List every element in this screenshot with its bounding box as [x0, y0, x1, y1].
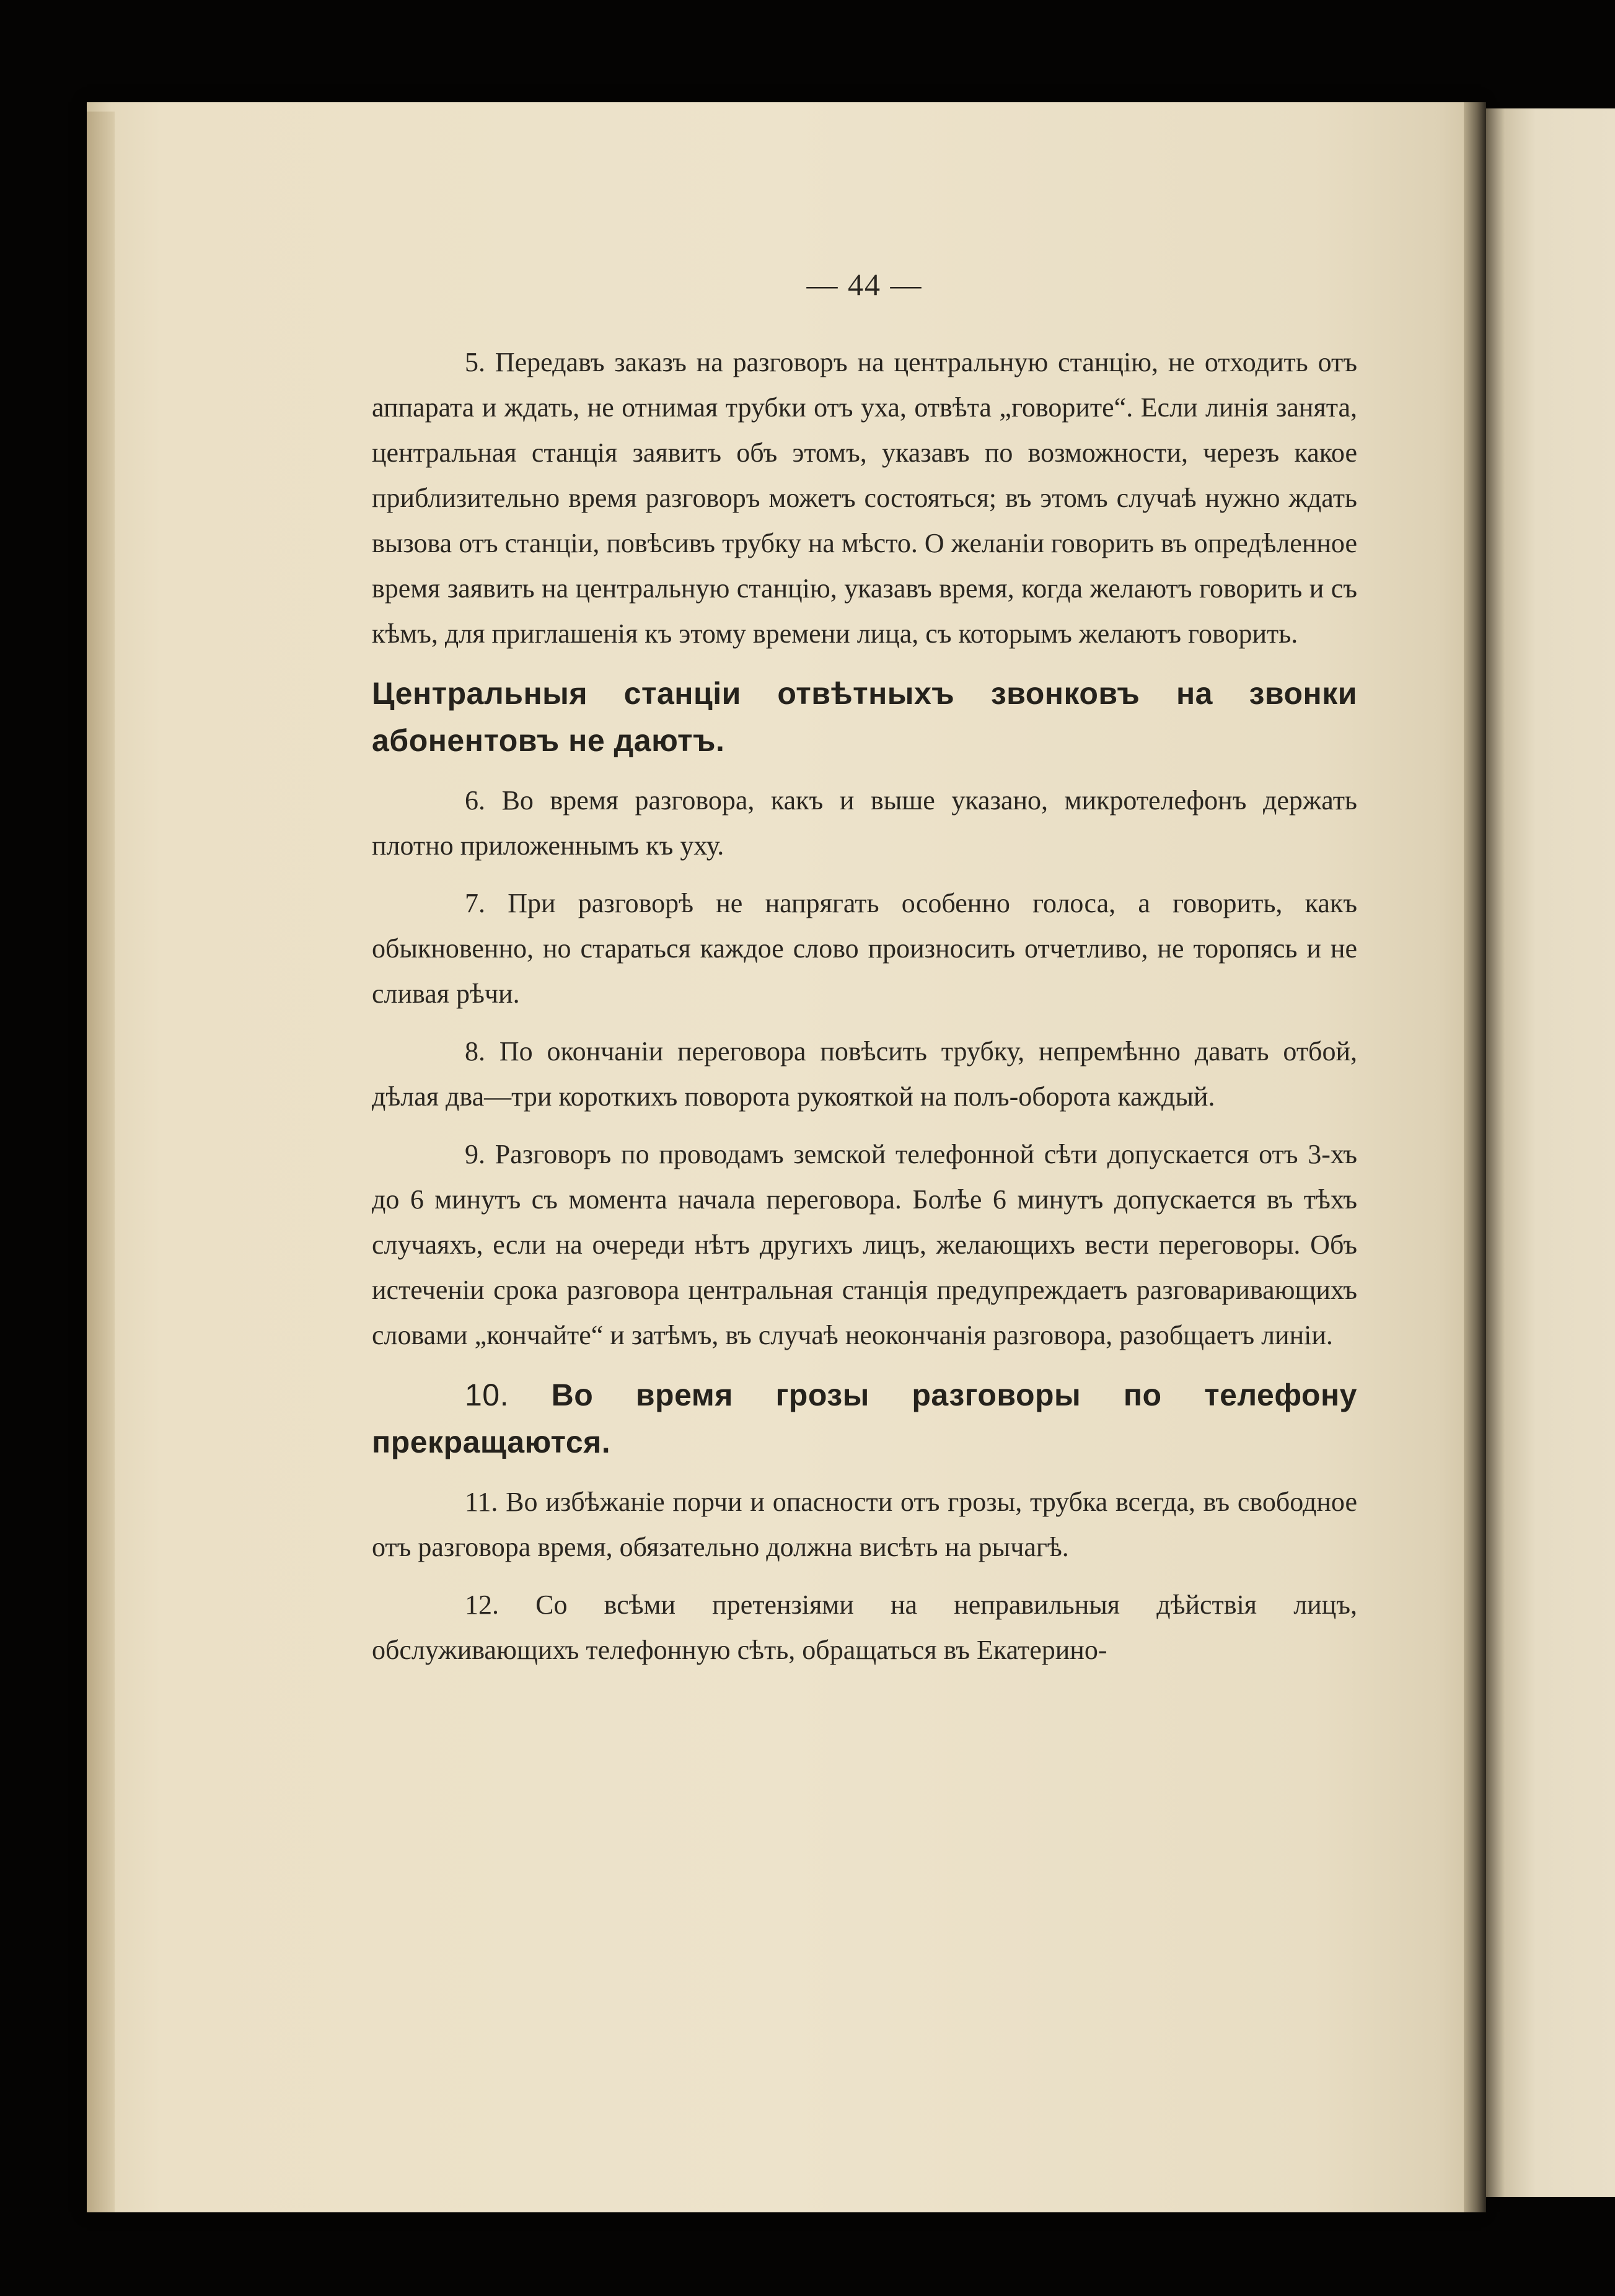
- heading-number: 10.: [465, 1378, 509, 1412]
- paragraph-6: 6. Во время разговора, какъ и выше указано, микротелефонъ держать плотно приложеннымъ къ уху.: [372, 785, 1357, 861]
- heading-no-return-calls: Центральныя станціи отвѣтныхъ звонковъ на звонки абонентовъ не даютъ.: [372, 676, 1357, 758]
- paragraph-8: 8. По окончаніи переговора повѣсить трубку, непремѣнно давать отбой, дѣлая два—три короткихъ поворота рукояткой на полъ-оборота каждый.: [372, 1036, 1357, 1112]
- book-gutter: [1464, 102, 1486, 2212]
- page-number: — 44 —: [806, 267, 923, 302]
- page-text: [372, 266, 1357, 1685]
- paragraph-7: 7. При разговорѣ не напрягать особенно голоса, а говорить, какъ обыкновенно, но стараться каждое слово произносить отчетливо, не торопясь и не сливая рѣчи.: [372, 888, 1357, 1009]
- heading-thunderstorm: [372, 1371, 1357, 1466]
- paragraph-5: 5. Передавъ заказъ на разговоръ на центральную станцію, не отходить отъ аппарата и ждать, не отнимая трубки отъ уха, отвѣта „говорите“. Если линія занята, центральная станція заявитъ объ этомъ, указавъ по возможности, черезъ какое приблизительно время разговоръ можетъ состояться; въ этомъ случаѣ нужно ждать вызова отъ станціи, повѣсивъ трубку на мѣсто. О желаніи говорить въ опредѣленное время заявить на центральную станцію, указавъ время, когда желаютъ говорить и съ кѣмъ, для приглашенія къ этому времени лица, съ которымъ желаютъ говорить.: [372, 347, 1357, 649]
- adjacent-page-edge: [1486, 108, 1615, 2197]
- page-edge: [87, 112, 115, 2212]
- paragraph-11: 11. Во избѣжаніе порчи и опасности отъ грозы, трубка всегда, въ свободное отъ разговора время, обязательно должна висѣть на рычагѣ.: [372, 1487, 1357, 1562]
- heading-thunderstorm-text: Во время грозы разговоры по телефону прекращаются.: [372, 1378, 1357, 1459]
- paragraph-12: 12. Со всѣми претензіями на неправильныя дѣйствія лицъ, обслуживающихъ телефонную сѣть, обращаться въ Екатерино-: [372, 1590, 1357, 1665]
- paragraph-9: 9. Разговоръ по проводамъ земской телефонной сѣти допускается отъ 3-хъ до 6 минутъ съ момента начала переговора. Болѣе 6 минутъ допускается въ тѣхъ случаяхъ, если на очереди нѣтъ другихъ лицъ, желающихъ вести переговоры. Объ истеченіи срока разговора центральная станція предупреждаетъ разговаривающихъ словами „кончайте“ и затѣмъ, въ случаѣ неокончанія разговора, разобщаетъ линіи.: [372, 1139, 1357, 1350]
